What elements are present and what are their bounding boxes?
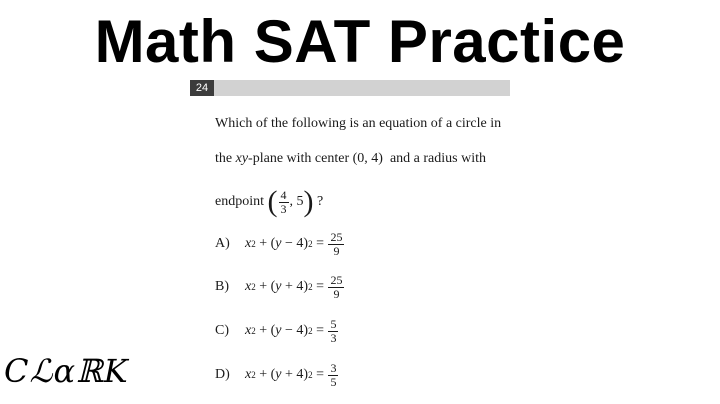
choice-sign: − — [285, 323, 293, 338]
answer-choice-c[interactable] — [215, 316, 415, 346]
question-text-fragment: endpoint — [215, 194, 268, 209]
choice-fraction — [328, 318, 338, 345]
choice-equation: x 2 + ( y − 4) 2 = $\frac{5}{3}$ — [245, 316, 337, 345]
endpoint-y: , 5 — [289, 194, 304, 209]
question-text-fragment: the — [215, 151, 236, 166]
question-header-bar — [190, 80, 510, 96]
question-text-fragment: ? — [313, 194, 324, 209]
center-point: (0, 4) — [352, 151, 383, 166]
fraction-numerator: 25 — [330, 272, 343, 287]
endpoint-x-fraction — [279, 189, 289, 216]
fraction-numerator: 5 — [330, 316, 337, 331]
choice-fraction — [328, 231, 344, 258]
question-text-fragment: and a radius with — [382, 151, 486, 166]
answer-choice-d[interactable] — [215, 360, 415, 390]
fraction-denominator: 9 — [333, 243, 340, 258]
choice-sign: + — [285, 367, 293, 382]
page-title: Math SAT Practice — [94, 8, 626, 75]
choice-equation: x 2 + ( y − 4) 2 = $\frac{25}{9}$ — [245, 229, 343, 258]
question-text-line-1: Which of the following is an equation of a circle in — [215, 116, 502, 131]
choice-equation: x 2 + ( y + 4) 2 = $\frac{3}{5}$ — [245, 360, 337, 389]
choice-fraction — [328, 274, 344, 301]
choice-letter: B) — [215, 279, 229, 294]
fraction-numerator: 3 — [330, 360, 337, 375]
answer-choice-a[interactable] — [215, 229, 415, 259]
fraction-numerator: 25 — [330, 229, 343, 244]
left-paren: ( — [267, 185, 278, 218]
answer-choice-b[interactable] — [215, 272, 415, 302]
choice-sign: − — [285, 236, 293, 251]
fraction-denominator: 3 — [280, 201, 287, 216]
fraction-denominator: 9 — [333, 286, 340, 301]
fraction-denominator: 5 — [330, 374, 337, 389]
question-number: 24 — [190, 80, 214, 96]
fraction-denominator: 3 — [330, 330, 337, 345]
choice-sign: + — [285, 279, 293, 294]
plane-variable: xy — [235, 151, 249, 166]
question-text-fragment: -plane with center — [248, 151, 353, 166]
channel-logo: CℒαℝK — [4, 352, 129, 390]
question-text-line-3 — [215, 185, 324, 218]
choice-letter: D) — [215, 367, 230, 382]
choice-letter: C) — [215, 323, 229, 338]
question-text-line-2 — [215, 151, 486, 167]
choice-letter: A) — [215, 236, 230, 251]
choice-fraction — [328, 362, 338, 389]
right-paren: ) — [303, 185, 314, 218]
fraction-numerator: 4 — [280, 187, 287, 202]
choice-equation: x 2 + ( y + 4) 2 = $\frac{25}{9}$ — [245, 272, 343, 301]
